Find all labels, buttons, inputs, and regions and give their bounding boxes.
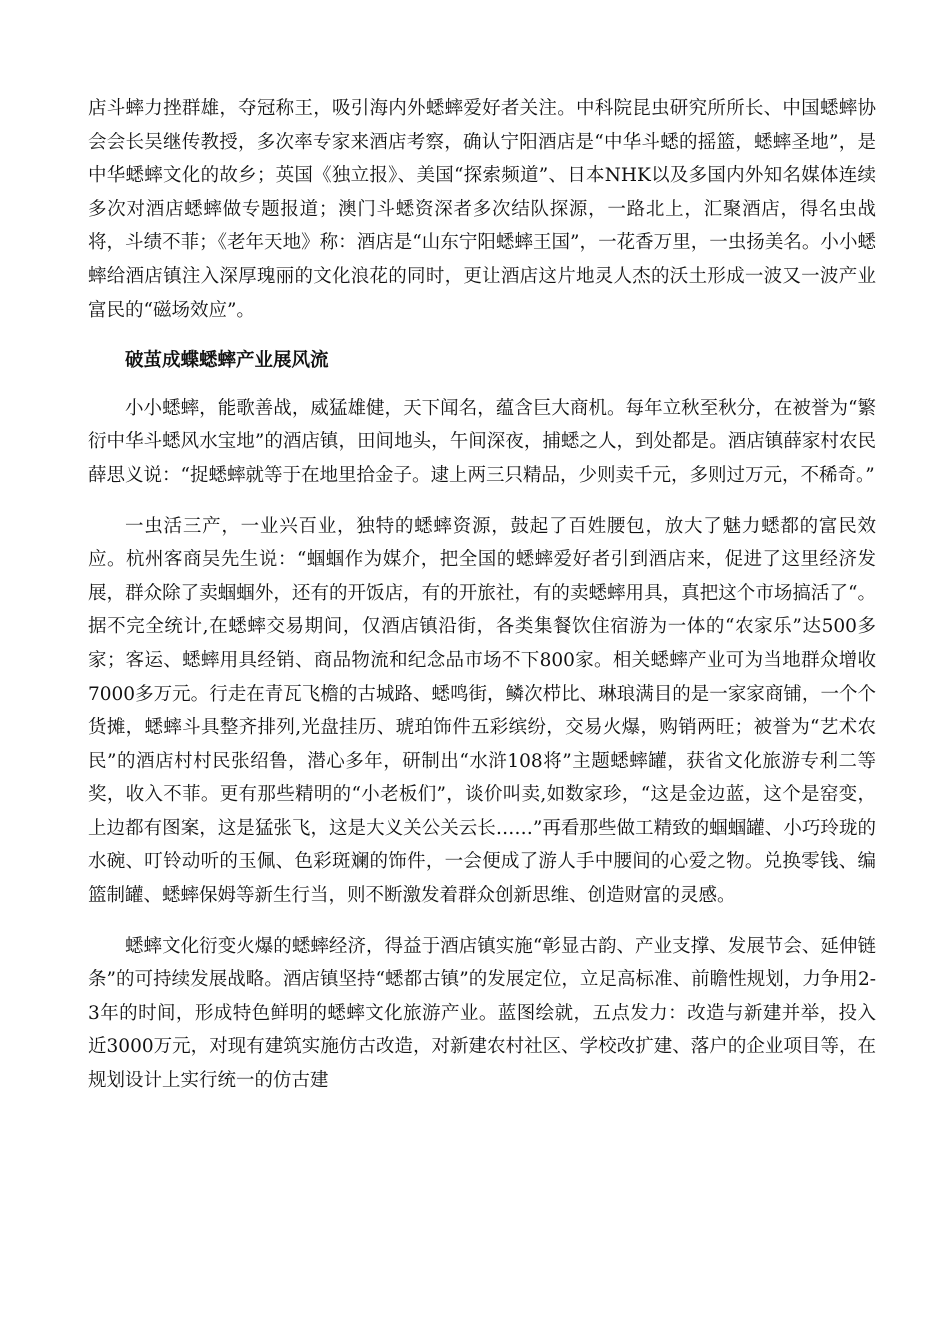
section-heading: 破茧成蝶蟋蟀产业展风流 — [125, 350, 329, 372]
paragraph-continued: 店斗蟀力挫群雄，夺冠称王，吸引海内外蟋蟀爱好者关注。中科院昆虫研究所所长、中国蟋蟀协会会长吴继传教授，多次率专家来酒店考察，确认宁阳酒店是“中华斗蟋的摇篮，蟋蟀圣地”，是中华蟋蟀文化的故乡；英国《独立报》、美国“探索频道”、日本NHK以及多国内外知名媒体连续多次对酒店蟋蟀做专题报道；澳门斗蟋资深者多次结队探源，一路北上，汇聚酒店，得名虫战将，斗绩不菲；《老年天地》称：酒店是“山东宁阳蟋蟀王国”，一花香万里，一虫扬美名。小小蟋蟀给酒店镇注入深厚瑰丽的文化浪花的同时，更让酒店这片地灵人杰的沃土形成一波又一波产业富民的“磁场效应”。 — [88, 98, 876, 321]
paragraph-cricket-industry: 一虫活三产，一业兴百业，独特的蟋蟀资源，鼓起了百姓腰包，放大了魅力蟋都的富民效应。杭州客商吴先生说：“蝈蝈作为媒介，把全国的蟋蟀爱好者引到酒店来，促进了这里经济发展，群众除了卖蝈蝈外，还有的开饭店，有的开旅社，有的卖蟋蟀用具，真把这个市场搞活了“。据不完全统计,在蟋蟀交易期间，仅酒店镇沿街，各类集餐饮住宿游为一体的“农家乐”达500多家；客运、蟋蟀用具经销、商品物流和纪念品市场不下800家。相关蟋蟀产业可为当地群众增收7000多万元。行走在青瓦飞檐的古城路、蟋鸣街，鳞次栉比、琳琅满目的是一家家商铺，一个个货摊，蟋蟀斗具整齐排列,光盘挂历、琥珀饰件五彩缤纷，交易火爆，购销两旺；被誉为“艺术农民”的酒店村村民张绍鲁，潜心多年，研制出“水浒108将”主题蟋蟀罐，获省文化旅游专利二等奖，收入不菲。更有那些精明的“小老板们”，谈价叫卖,如数家珍，“这是金边蓝，这个是窑变，上边都有图案，这是猛张飞，这是大义关公关云长……”再看那些做工精致的蝈蝈罐、小巧玲珑的水碗、叮铃动听的玉佩、色彩斑斓的饰件，一会便成了游人手中腰间的心爱之物。兑换零钱、编篮制罐、蟋蟀保姆等新生行当，则不断激发着群众创新思维、创造财富的灵感。 — [88, 515, 876, 907]
paragraph-development-strategy: 蟋蟀文化衍变火爆的蟋蟀经济，得益于酒店镇实施“彰显古韵、产业支撑、发展节会、延伸链条”的可持续发展战略。酒店镇坚持“蟋都古镇”的发展定位，立足高标准、前瞻性规划，力争用2-3年的时间，形成特色鲜明的蟋蟀文化旅游产业。蓝图绘就，五点发力：改造与新建并举，投入近3000万元，对现有建筑实施仿古改造，对新建农村社区、学校改扩建、落户的企业项目等，在规划设计上实行统一的仿古建 — [88, 935, 876, 1092]
document-page — [88, 92, 876, 1098]
paragraph-cricket-catching: 小小蟋蟀，能歌善战，威猛雄健，天下闻名，蕴含巨大商机。每年立秋至秋分，在被誉为“繁衍中华斗蟋风水宝地”的酒店镇，田间地头，午间深夜，捕蟋之人，到处都是。酒店镇薛家村农民薛思义说：“捉蟋蟀就等于在地里拾金子。逮上两三只精品，少则卖千元，多则过万元，不稀奇。” — [88, 397, 876, 486]
